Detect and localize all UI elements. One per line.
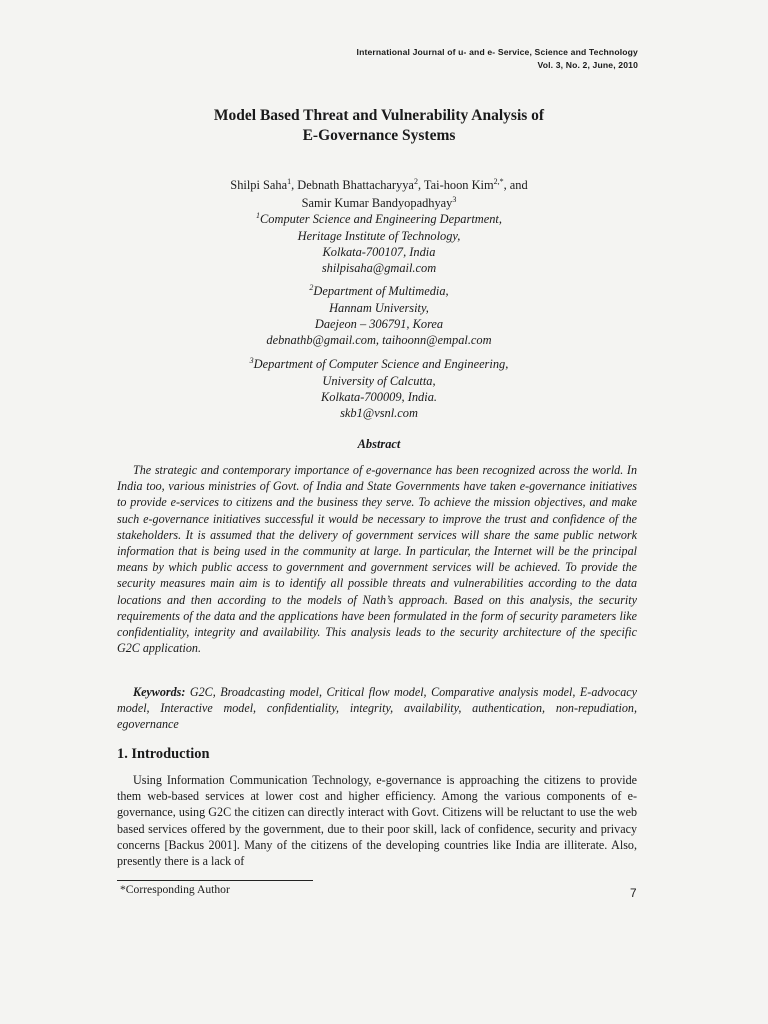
affiliation-3-line-1: $^3$Department of Computer Science and Engineering, (249, 356, 509, 371)
author-sup: 2,* (493, 177, 504, 186)
affiliation-3-email: skb1@vsnl.com (340, 406, 418, 420)
footnote: *Corresponding Author (120, 883, 230, 896)
keywords-label: Keywords: (133, 685, 186, 699)
paper-title-line-2: E-Governance Systems (302, 127, 456, 144)
author-sup: 3 (452, 195, 457, 204)
author-line-1 (0, 177, 763, 193)
author-separator: , (291, 178, 298, 192)
footnote-divider (117, 880, 313, 881)
affiliation-2-line-3: Daejeon – 306791, Korea (314, 317, 444, 331)
affiliation-1-line-3: Kolkata-700107, India (322, 245, 436, 259)
affiliation-sup: 3 (249, 356, 254, 365)
journal-header: International Journal of u- and e- Service, Science and Technology (356, 47, 638, 57)
keywords (117, 684, 637, 733)
page-number: 7 (630, 886, 637, 900)
author-name: Shilpi Saha (230, 178, 288, 192)
introduction-heading: 1. Introduction (117, 746, 210, 762)
affiliation-1-line-2: Heritage Institute of Technology, (297, 229, 461, 243)
author-separator: , (417, 178, 424, 192)
author-name: Samir Kumar Bandyopadhyay (301, 196, 453, 210)
affiliation-sup: 1 (256, 211, 261, 220)
volume-header: Vol. 3, No. 2, June, 2010 (537, 60, 638, 70)
affiliation-1-email: shilpisaha@gmail.com (321, 261, 437, 275)
abstract-heading: Abstract (357, 437, 401, 451)
author-line-2 (0, 195, 763, 211)
affiliation-2-line-1: $^2$Department of Multimedia, (309, 283, 449, 298)
introduction-text: Using Information Communication Technology, e-governance is approaching the citizens to provide them web-based services at lower cost and higher efficiency. Among the various components of e-governance, using G2C the citizen can directly interact with Govt. Citizens will be reluctant to use the web based services offered by the government, due to their poor skill, lack of confidence, security and privacy concerns [Backus 2001]. Many of the citizens of the developing countries like India are illiterate. Also, presently there is a lack of (117, 773, 637, 869)
author-sup: 1 (287, 177, 292, 186)
affiliation-2-email: debnathb@gmail.com, taihoonn@empal.com (266, 333, 492, 347)
affiliation-2-line-2: Hannam University, (329, 301, 429, 315)
affiliation-3-line-3: Kolkata-700009, India. (321, 390, 437, 404)
paper-title-line-1: Model Based Threat and Vulnerability Analysis of (213, 107, 545, 124)
affiliation-1-line-1: $^1$Computer Science and Engineering Department, (256, 211, 502, 226)
author-separator: , and (503, 178, 528, 192)
keywords-list: G2C, Broadcasting model, Critical flow model, Comparative analysis model, E-advocacy model, Interactive model, confidentiality, integrity, availability, authentication, non-repudiation, egovernance (117, 685, 637, 732)
author-name: Tai-hoon Kim (423, 178, 494, 192)
affiliation-sup: 2 (309, 283, 314, 292)
affiliation-3-line-2: University of Calcutta, (322, 374, 436, 388)
author-sup: 2 (413, 177, 418, 186)
abstract-text: The strategic and contemporary importance of e-governance has been recognized across the world. In India too, various ministries of Govt. of India and State Governments have taken e-governance initiatives to provide e-services to citizens and the business they serve. To achieve the mission objectives, and make such e-governance initiatives successful it would be necessary to improve the trust and confidence of the stakeholders. It is assumed that the delivery of government services will share the same public network information that is being used in the community at large. In particular, the Internet will be the principal means by which public access to government and government services will be achieved. To provide the security measures main aim is to identify all possible threats and vulnerabilities according to the data locations and then according to the models of Nath’s approach. Based on this analysis, the security requirements of the data and the applications have been formulated in the form of security parameters like confidentiality, integrity and availability. This analysis leads to the security architecture of the specific G2C application. (117, 463, 637, 656)
author-name: Debnath Bhattacharyya (297, 178, 414, 192)
